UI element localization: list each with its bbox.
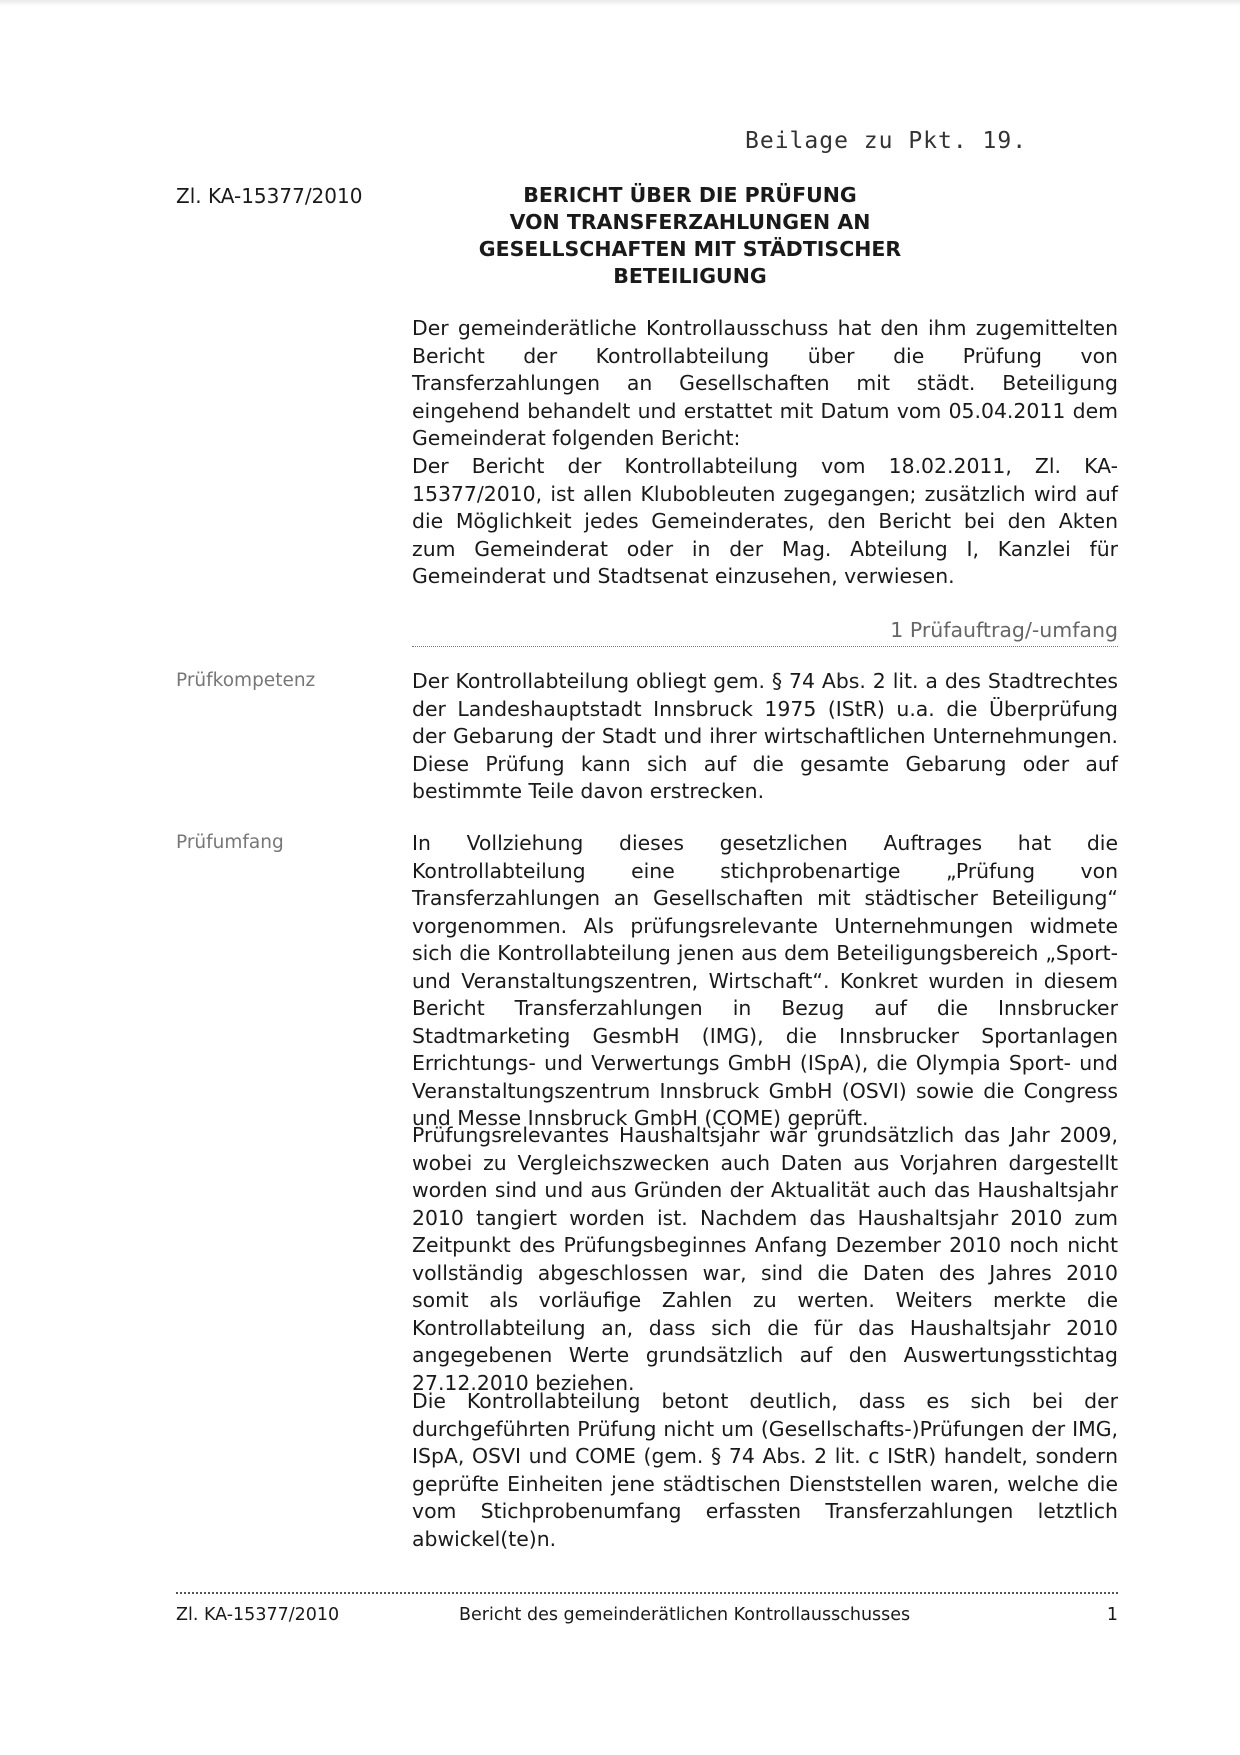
report-title-line-2: VON TRANSFERZAHLUNGEN AN [509, 210, 871, 234]
footer-reference-number: Zl. KA-15377/2010 [176, 1605, 340, 1625]
scope-paragraph-2: Prüfungsrelevantes Haushaltsjahr war grundsätzlich das Jahr 2009, wobei zu Vergleichszwecken auch Daten aus Vorjahren dargestellt worden sind und aus Gründen der Aktualität auch das Haushaltsjahr 2010 tangiert worden ist. Nachdem das Haushaltsjahr 2010 zum Zeitpunkt des Prüfungsbeginnes Anfang Dezember 2010 noch nicht vollständig abgeschlossen war, sind die Daten des Jahres 2010 somit als vorläufige Zahlen zu werten. Weiters merkte die Kontrollabteilung an, dass sich die für das Haushaltsjahr 2010 angegebenen Werte grundsätzlich auf den Auswertungsstichtag 27.12.2010 beziehen. [412, 1123, 1118, 1395]
scope-paragraph-1: In Vollziehung dieses gesetzlichen Auftrages hat die Kontrollabteilung eine stichprobenartige „Prüfung von Transferzahlungen an Gesellschaften mit städtischer Beteiligung“ vorgenommen. Als prüfungsrelevante Unternehmungen widmete sich die Kontrollabteilung jenen aus dem Beteiligungsbereich „Sport- und Veranstaltungszentren, Wirtschaft“. Konkret wurden in diesem Bericht Transferzahlungen in Bezug auf die Innsbrucker Stadtmarketing GesmbH (IMG), die Innsbrucker Sportanlagen Errichtungs- und Verwertungs GmbH (ISpA), die Olympia Sport- und Veranstaltungszentrum Innsbruck GmbH (OSVI) sowie die Congress und Messe Innsbruck GmbH (COME) geprüft. [412, 831, 1118, 1130]
intro-paragraph-1: Der gemeinderätliche Kontrollausschuss hat den ihm zugemittelten Bericht der Kontrollabteilung über die Prüfung von Transferzahlungen an Gesellschaften mit städt. Beteiligung eingehend behandelt und erstattet mit Datum vom 05.04.2011 dem Gemeinderat folgenden Bericht: [412, 316, 1118, 450]
margin-label-competence: Prüfkompetenz [176, 670, 316, 691]
attachment-note: Beilage zu Pkt. 19. [745, 128, 1028, 154]
section-heading: 1 Prüfauftrag/-umfang [412, 618, 1118, 647]
intro-paragraph-2: Der Bericht der Kontrollabteilung vom 18.02.2011, Zl. KA-15377/2010, ist allen Klubobleuten zugegangen; zusätzlich wird auf die Möglichkeit jedes Gemeinderates, den Bericht bei den Akten zum Gemeinderat oder in der Mag. Abteilung I, Kanzlei für Gemeinderat und Stadtsenat einzusehen, verwiesen. [412, 454, 1118, 588]
scan-top-edge [0, 0, 1240, 6]
reference-number: Zl. KA-15377/2010 [176, 184, 363, 208]
competence-paragraph: Der Kontrollabteilung obliegt gem. § 74 Abs. 2 lit. a des Stadtrechtes der Landeshauptstadt Innsbruck 1975 (IStR) u.a. die Überprüfung der Gebarung der Stadt und ihrer wirtschaftlichen Unternehmungen. Diese Prüfung kann sich auf die gesamte Gebarung oder auf bestimmte Teile davon erstrecken. [412, 669, 1118, 803]
footer-divider [176, 1592, 1118, 1594]
footer-page-number: 1 [1106, 1605, 1118, 1625]
footer-report-name: Bericht des gemeinderätlichen Kontrollausschusses [459, 1605, 911, 1625]
report-title [400, 182, 980, 290]
report-title-line-1: BERICHT ÜBER DIE PRÜFUNG [523, 183, 857, 207]
scope-paragraph-3: Die Kontrollabteilung betont deutlich, dass es sich bei der durchgeführten Prüfung nicht um (Gesellschafts-)Prüfungen der IMG, ISpA, OSVI und COME (gem. § 74 Abs. 2 lit. c IStR) handelt, sondern geprüfte Einheiten jene städtischen Dienststellen waren, welche die vom Stichprobenumfang erfassten Transferzahlungen letztlich abwickel(te)n. [412, 1389, 1118, 1551]
report-title-line-3: GESELLSCHAFTEN MIT STÄDTISCHER BETEILIGUNG [478, 237, 902, 288]
margin-label-scope: Prüfumfang [176, 832, 284, 853]
